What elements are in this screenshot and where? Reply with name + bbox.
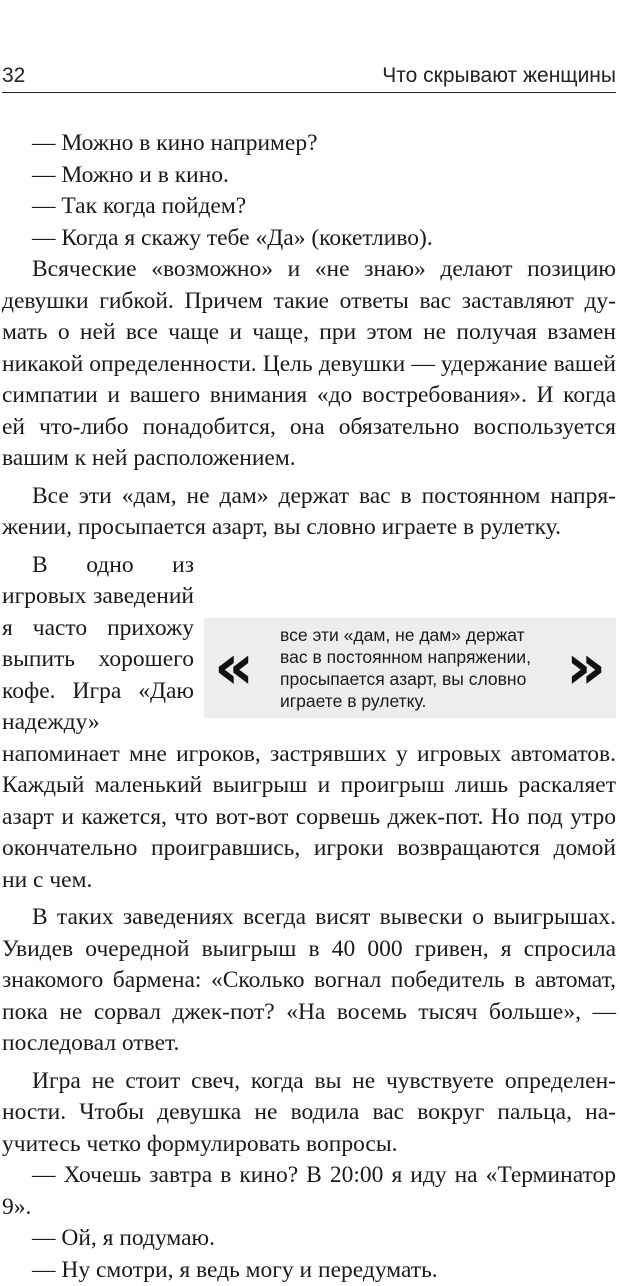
pull-quote-line: играете в рулетку. [280,690,560,712]
page-body [2,128,616,1286]
close-quote-icon: » [566,636,606,698]
open-quote-icon: « [214,636,254,698]
paragraph: В одно из игровых заведений я часто прихожу выпить хорошего кофе. Игра «Даю надежду» напоминает мне игроков, застрявших у игровых автоматов. Каждый маленький выигрыш и проигрыш лишь раскаляет азарт и кажется, что вот-вот сорвешь джек-пот. Но под утро окончательно проигравшись, игроки возвращаются домой ни с чем. [2,550,616,897]
dialogue-line: — Так когда пойдем? [2,191,616,223]
running-title: Что скрывают женщины [382,64,616,88]
paragraph: Все эти «дам, не дам» держат вас в постоянном напряжении, просыпается азарт, вы словно играете в рулетку. [2,481,616,544]
pull-quote-line: просыпается азарт, вы словно [280,668,560,690]
running-header [2,58,616,93]
pull-quote-line: вас в постоянном напряжении, [280,646,560,668]
pull-quote-line: все эти «дам, не дам» держат [280,624,560,646]
paragraph: В таких заведениях всегда висят вывески о выигрышах. Увидев очередной выигрыш в 40 000 гривен, я спросила знакомого бармена: «Сколько вогнал победитель в автомат, пока не сорвал джек-пот? «На восемь тысяч больше», — последовал ответ. [2,902,616,1060]
pull-quote-text [280,624,560,712]
dialogue-line: — Можно и в кино. [2,160,616,192]
paragraph: Игра не стоит свеч, когда вы не чувствуете определенности. Чтобы девушка не водила вас вокруг пальца, научитесь четко формулировать вопросы. [2,1066,616,1161]
page-number: 32 [2,64,25,88]
dialogue-line: — Хочешь завтра в кино? В 20:00 я иду на «Терминатор 9». [2,1160,616,1223]
dialogue-line: — Ну смотри, я ведь могу и передумать. [2,1255,616,1286]
pullquote-wrap [2,550,616,897]
paragraph: Всяческие «возможно» и «не знаю» делают позицию девушки гибкой. Причем такие ответы вас заставляют думать о ней все чаще и чаще, при этом не получая взамен никакой определенности. Цель девушки — удержание вашей симпатии и вашего внимания «до востребования». И когда ей что-либо понадобится, она обязательно воспользуется вашим к ней расположением. [2,254,616,475]
dialogue-line: — Ой, я подумаю. [2,1223,616,1255]
pull-quote [204,618,616,718]
dialogue-line: — Когда я скажу тебе «Да» (кокетливо). [2,223,616,255]
dialogue-line: — Можно в кино например? [2,128,616,160]
